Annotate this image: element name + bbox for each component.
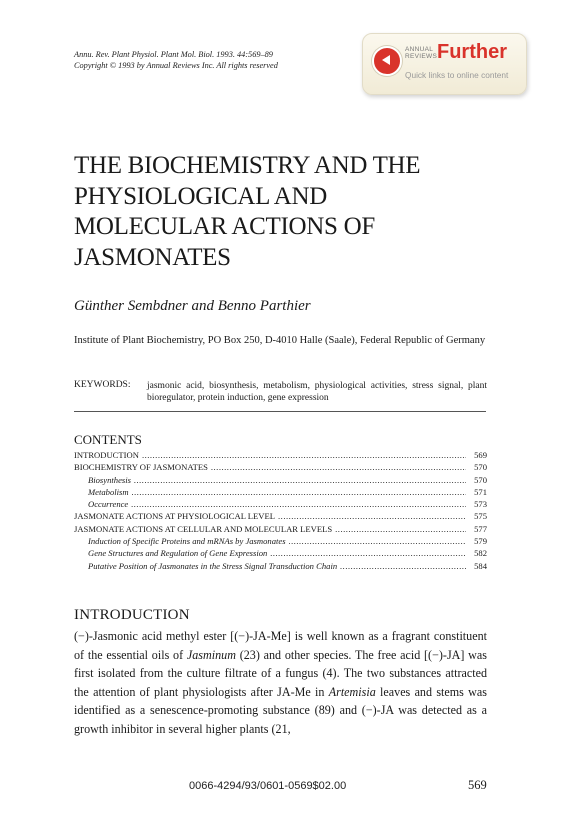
title-line: JASMONATES [74,243,231,271]
page-number: 569 [468,778,487,792]
journal-citation [74,49,278,71]
toc-item-biosynthesis[interactable]: Biosynthesis ..... 570 [74,475,487,487]
badge-publisher: ANNUAL REVIEWS [405,46,438,60]
copyright-line: Copyright © 1993 by Annual Reviews Inc. All rights reserved [74,61,278,70]
toc-item-induction[interactable]: Induction of Specific Proteins and mRNAs by Jasmonates ..... 579 [74,536,487,548]
table-of-contents [74,450,487,573]
issn-code: 0066-4294/93/0601-0569$02.00 [189,780,347,792]
keywords-label: KEYWORDS: [74,380,131,390]
toc-item-introduction[interactable]: INTRODUCTION ..... 569 [74,450,487,462]
contents-title: CONTENTS [74,432,142,447]
article-title [74,151,514,273]
toc-item-biochemistry[interactable]: BIOCHEMISTRY OF JASMONATES ..... 570 [74,462,487,474]
toc-item-putative-position[interactable]: Putative Position of Jasmonates in the Stress Signal Transduction Chain ..... 584 [74,561,487,573]
keywords: jasmonic acid, biosynthesis, metabolism, physiological activities, stress signal, plant bioregulator, protein induction, gene expression [147,381,487,403]
journal-citation-line: Annu. Rev. Plant Physiol. Plant Mol. Biol. 1993. 44:569–89 [74,50,273,59]
toc-item-metabolism[interactable]: Metabolism ..... 571 [74,487,487,499]
authors: Günther Sembdner and Benno Parthier [74,298,311,314]
badge-further-label: Further [437,41,507,63]
back-arrow-icon [372,46,402,76]
toc-item-gene-structures[interactable]: Gene Structures and Regulation of Gene Expression ..... 582 [74,548,487,560]
toc-item-physiological[interactable]: JASMONATE ACTIONS AT PHYSIOLOGICAL LEVEL ..... 575 [74,511,487,523]
title-line: THE BIOCHEMISTRY AND THE [74,152,421,179]
divider [74,411,486,412]
toc-item-cellular-molecular[interactable]: JASMONATE ACTIONS AT CELLULAR AND MOLECULAR LEVELS ..... 577 [74,524,487,536]
title-line: MOLECULAR ACTIONS OF [74,213,375,240]
affiliation: Institute of Plant Biochemistry, PO Box 250, D-4010 Halle (Saale), Federal Republic of Germany [74,335,486,346]
section-heading: INTRODUCTION [74,607,190,623]
badge-tagline: Quick links to online content [405,70,509,80]
body-paragraph: (−)-Jasmonic acid methyl ester [(−)-JA-Me] is well known as a fragrant constituent of the essential oils of Jasminum (23) and other species. The free acid [(−)-JA] was first isolated from the culture filtrate of a fungus (4). The two substances attracted the attention of plant physiologists after JA-Me in Artemisia leaves and stems was identified as a senescence-promoting substance (89) and (−)-JA was detected as a growth inhibitor in several higher plants (21, [74,629,487,736]
toc-item-occurrence[interactable]: Occurrence ..... 573 [74,499,487,511]
further-badge[interactable] [362,33,527,95]
title-line: PHYSIOLOGICAL AND [74,182,328,210]
